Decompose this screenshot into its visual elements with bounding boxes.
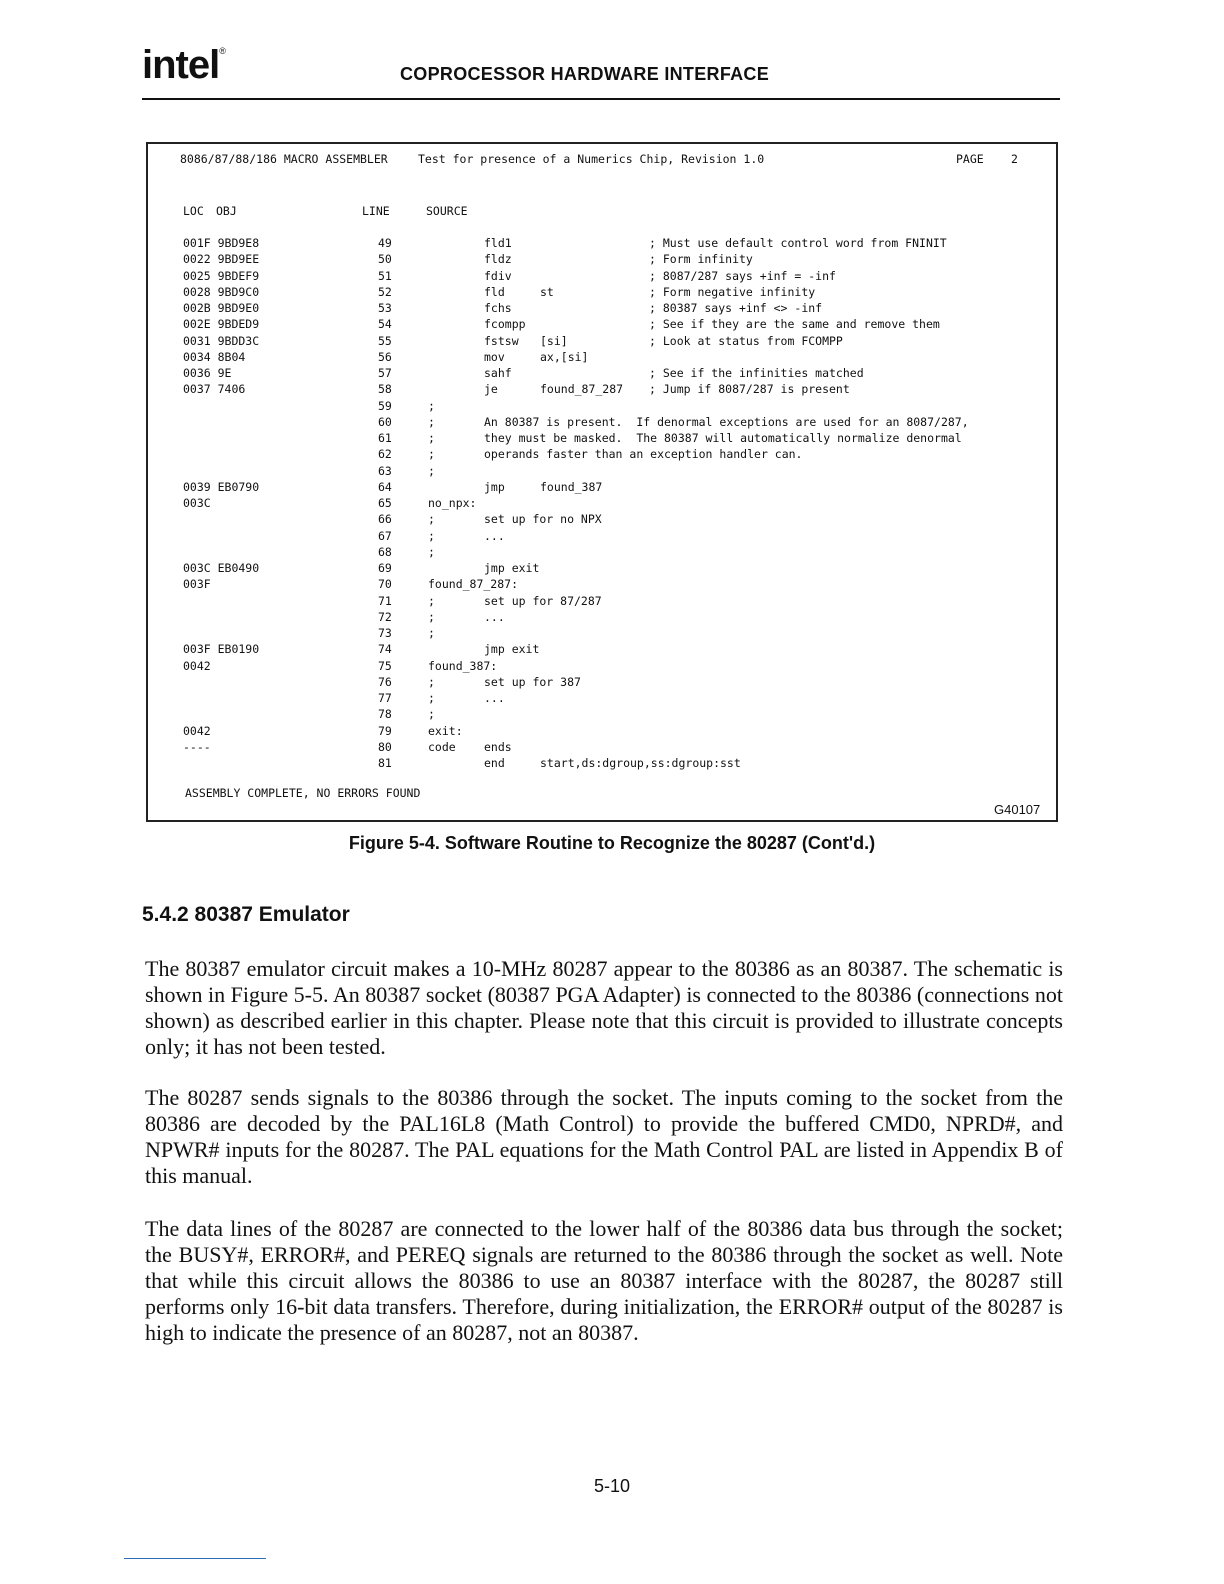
- line-mnemonic: mov: [484, 349, 505, 364]
- line-mnemonic: fchs: [484, 301, 512, 315]
- line-mnemonic: jmp exit: [484, 642, 540, 657]
- line-mnemonic: ends: [484, 739, 512, 754]
- line-number: 72: [378, 609, 392, 624]
- line-number: 69: [378, 561, 392, 575]
- line-label: ;: [428, 707, 435, 722]
- line-number: 81: [378, 756, 392, 770]
- line-number: 74: [378, 642, 392, 657]
- line-operand: [si]: [540, 333, 568, 348]
- line-mnemonic: fstsw: [484, 333, 519, 348]
- line-label: exit:: [428, 723, 463, 738]
- line-label: ;: [428, 414, 435, 429]
- line-operand: start,ds:dgroup,ss:dgroup:sst: [540, 756, 741, 770]
- line-mnemonic: set up for 87/287: [484, 593, 602, 608]
- line-loc: 001F 9BD9E8: [183, 236, 260, 250]
- col-obj: OBJ: [216, 204, 237, 218]
- header-rule: [142, 98, 1060, 100]
- line-label: ;: [428, 447, 435, 462]
- running-header: COPROCESSOR HARDWARE INTERFACE: [400, 64, 770, 84]
- line-mnemonic: jmp: [484, 479, 505, 494]
- line-loc: 002B 9BD9E0: [183, 301, 260, 315]
- line-number: 54: [378, 317, 392, 332]
- line-label: ;: [428, 463, 435, 478]
- line-mnemonic: operands faster than an exception handler can.: [484, 447, 803, 462]
- line-operand: found_87_287: [540, 382, 624, 397]
- line-label: no_npx:: [428, 496, 477, 510]
- line-mnemonic: je: [484, 382, 498, 397]
- line-number: 61: [378, 431, 392, 445]
- line-mnemonic: sahf: [484, 366, 512, 380]
- line-loc: 003C: [183, 496, 211, 510]
- line-loc: 0039 EB0790: [183, 479, 260, 494]
- line-label: ;: [428, 528, 435, 543]
- col-line: LINE: [362, 204, 390, 218]
- line-number: 63: [378, 463, 392, 478]
- line-number: 53: [378, 301, 392, 315]
- line-number: 79: [378, 723, 392, 738]
- line-label: code: [428, 739, 456, 754]
- line-loc: 003C EB0490: [183, 561, 260, 575]
- page-label: PAGE: [956, 152, 984, 166]
- line-mnemonic: end: [484, 756, 505, 770]
- line-number: 59: [378, 398, 392, 413]
- line-mnemonic: fld: [484, 284, 505, 299]
- registered-mark: ®: [219, 46, 225, 56]
- line-label: ;: [428, 626, 435, 640]
- line-number: 50: [378, 252, 392, 267]
- line-mnemonic: ...: [484, 609, 505, 624]
- line-number: 68: [378, 544, 392, 559]
- line-comment: ; Form infinity: [649, 252, 753, 267]
- line-number: 62: [378, 447, 392, 462]
- line-number: 58: [378, 382, 392, 397]
- line-comment: ; Jump if 8087/287 is present: [649, 382, 850, 397]
- paragraph-1: The 80387 emulator circuit makes a 10-MHz 80287 appear to the 80386 as an 80387. The schematic is shown in Figure 5-5. An 80387 socket (80387 PGA Adapter) is connected to the 80386 (connections not shown) as described earlier in this chapter. Please note that this circuit is provided to illustrate concepts only; it has not been tested.: [145, 956, 1063, 1059]
- line-number: 78: [378, 707, 392, 722]
- line-comment: ; See if they are the same and remove them: [649, 317, 940, 332]
- line-mnemonic: fcompp: [484, 317, 526, 332]
- line-comment: ; Look at status from FCOMPP: [649, 333, 843, 348]
- section-heading: 5.4.2 80387 Emulator: [142, 903, 350, 926]
- paragraph-2: The 80287 sends signals to the 80386 through the socket. The inputs coming to the socket from the 80386 are decoded by the PAL16L8 (Math Control) to provide the buffered CMD0, NPRD#, and NPWR# inputs for the 80287. The PAL equations for the Math Control PAL are listed in Appendix B of this manual.: [145, 1085, 1063, 1188]
- line-loc: 003F EB0190: [183, 642, 260, 657]
- figure-code: G40107: [994, 802, 1041, 817]
- paragraph-3: The data lines of the 80287 are connected to the lower half of the 80386 data bus through the socket; the BUSY#, ERROR#, and PEREQ signals are returned to the 80386 through the socket as well. Note that while this circuit allows the 80386 to use an 80387 interface with the 80287, the 80287 still performs only 16-bit data transfers. Therefore, during initialization, the ERROR# output of the 80287 is high to indicate the presence of an 80287, not an 80387.: [145, 1216, 1063, 1345]
- col-loc: LOC: [183, 204, 204, 218]
- page-number: 5-10: [593, 1476, 631, 1496]
- line-number: 77: [378, 691, 392, 705]
- line-number: 70: [378, 577, 392, 592]
- line-loc: 0042: [183, 723, 211, 738]
- line-number: 55: [378, 333, 392, 348]
- line-operand: found_387: [540, 479, 603, 494]
- line-label: ;: [428, 674, 435, 689]
- line-label: ;: [428, 512, 435, 527]
- line-label: found_387:: [428, 658, 498, 673]
- line-mnemonic: they must be masked. The 80387 will automatically normalize denormal: [484, 431, 962, 445]
- line-number: 66: [378, 512, 392, 527]
- line-number: 76: [378, 674, 392, 689]
- line-number: 60: [378, 414, 392, 429]
- line-loc: ----: [183, 739, 211, 754]
- line-label: ;: [428, 398, 435, 413]
- line-mnemonic: jmp exit: [484, 561, 540, 575]
- line-number: 57: [378, 366, 392, 380]
- line-comment: ; Form negative infinity: [649, 284, 816, 299]
- assembly-status: ASSEMBLY COMPLETE, NO ERRORS FOUND: [185, 786, 421, 800]
- line-label: ;: [428, 544, 435, 559]
- line-loc: 0025 9BDEF9: [183, 268, 260, 283]
- footer-rule: [124, 1558, 266, 1559]
- line-loc: 0022 9BD9EE: [183, 252, 260, 267]
- line-loc: 0031 9BDD3C: [183, 333, 260, 348]
- line-mnemonic: An 80387 is present. If denormal exceptions are used for an 8087/287,: [484, 414, 969, 429]
- line-mnemonic: set up for no NPX: [484, 512, 602, 527]
- line-number: 51: [378, 268, 392, 283]
- line-label: found_87_287:: [428, 577, 519, 592]
- line-mnemonic: set up for 387: [484, 674, 581, 689]
- line-number: 80: [378, 739, 392, 754]
- figure-caption: Figure 5-4. Software Routine to Recognize the 80287 (Cont'd.): [348, 833, 876, 853]
- line-number: 56: [378, 349, 392, 364]
- line-loc: 0028 9BD9C0: [183, 284, 260, 299]
- line-comment: ; Must use default control word from FNINIT: [649, 236, 947, 250]
- line-loc: 003F: [183, 577, 211, 592]
- line-mnemonic: fld1: [484, 236, 512, 250]
- line-loc: 0037 7406: [183, 382, 246, 397]
- line-loc: 0034 8B04: [183, 349, 246, 364]
- line-number: 64: [378, 479, 392, 494]
- listing-page-number: 2: [1011, 152, 1018, 166]
- line-number: 49: [378, 236, 392, 250]
- line-number: 71: [378, 593, 392, 608]
- line-number: 73: [378, 626, 392, 640]
- line-mnemonic: fldz: [484, 252, 512, 267]
- intel-logo: intel®: [142, 43, 225, 87]
- line-operand: st: [540, 284, 554, 299]
- line-number: 67: [378, 528, 392, 543]
- line-loc: 0042: [183, 658, 211, 673]
- line-label: ;: [428, 593, 435, 608]
- line-label: ;: [428, 431, 435, 445]
- listing-subtitle: Test for presence of a Numerics Chip, Revision 1.0: [418, 152, 765, 166]
- assembler-name: 8086/87/88/186 MACRO ASSEMBLER: [180, 152, 388, 166]
- line-number: 75: [378, 658, 392, 673]
- line-label: ;: [428, 691, 435, 705]
- line-comment: ; See if the infinities matched: [649, 366, 864, 380]
- line-mnemonic: ...: [484, 691, 505, 705]
- line-number: 52: [378, 284, 392, 299]
- line-comment: ; 80387 says +inf <> -inf: [649, 301, 823, 315]
- line-loc: 0036 9E: [183, 366, 232, 380]
- line-mnemonic: fdiv: [484, 268, 512, 283]
- line-operand: ax,[si]: [540, 349, 589, 364]
- col-source: SOURCE: [426, 204, 468, 218]
- line-label: ;: [428, 609, 435, 624]
- line-number: 65: [378, 496, 392, 510]
- line-mnemonic: ...: [484, 528, 505, 543]
- line-loc: 002E 9BDED9: [183, 317, 260, 332]
- line-comment: ; 8087/287 says +inf = -inf: [649, 268, 836, 283]
